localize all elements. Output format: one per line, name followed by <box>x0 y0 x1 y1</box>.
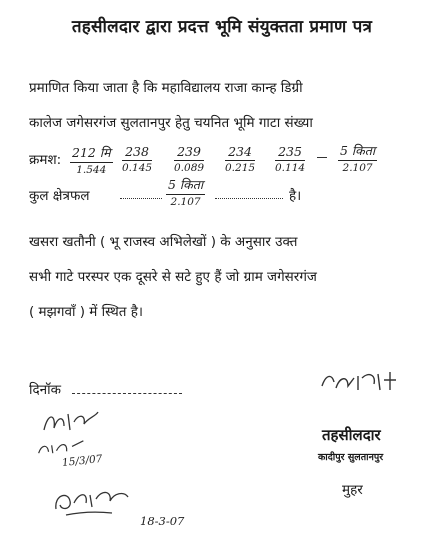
area-dots-right <box>215 198 283 199</box>
plot-4-area: 0.215 <box>225 162 256 174</box>
seal-label: मुहर <box>342 482 363 498</box>
plot-1-number: 212 मि <box>70 144 113 163</box>
date-line <box>72 393 182 394</box>
signature-mark <box>318 368 408 398</box>
area-suffix: है। <box>289 188 302 204</box>
plot-3-area: 0.089 <box>174 162 205 174</box>
paragraph2-line1: खसरा खतौनी ( भू राजस्व अभिलेखों ) के अनुसार उक्त <box>29 234 298 250</box>
left-initial-scribble <box>40 408 105 438</box>
plot-3 <box>174 144 204 174</box>
plot-4 <box>225 144 255 174</box>
equals-dash <box>317 157 327 158</box>
plot-5 <box>275 144 305 174</box>
paragraph2-line2: सभी गाटे परस्पर एक दूसरे से सटे हुए हैं जो ग्राम जगेसरगंज <box>29 269 317 285</box>
plot-1 <box>70 144 113 176</box>
plot-5-area: 0.114 <box>275 162 306 174</box>
plot-3-number: 239 <box>174 144 204 161</box>
signatory-title: तहसीलदार <box>322 426 381 444</box>
signatory-place: कादीपुर सुलतानपुर <box>318 452 384 463</box>
date-label: दिनॉक <box>29 382 62 398</box>
left-bottom-signature <box>52 483 142 519</box>
total-plots <box>338 142 377 174</box>
area-label: कुल क्षेत्रफल <box>29 188 90 204</box>
area-dots-left <box>120 198 162 199</box>
area-value-area: 2.107 <box>170 196 201 208</box>
plot-2-number: 238 <box>122 144 152 161</box>
paragraph2-line3: ( मझगवॉं ) में स्थित है। <box>29 304 144 320</box>
paragraph1-line1: प्रमाणित किया जाता है कि महाविद्यालय राजा कान्ह डिग्री <box>29 80 303 96</box>
total-plots-number: 5 किता <box>338 142 377 161</box>
area-value-number: 5 किता <box>166 176 205 195</box>
plot-5-number: 235 <box>275 144 305 161</box>
left-note-date: 15/3/07 <box>61 452 104 470</box>
kramash-label: क्रमश: <box>29 152 62 168</box>
plot-2-area: 0.145 <box>122 162 153 174</box>
plot-4-number: 234 <box>225 144 255 161</box>
paragraph1-line2: कालेज जगेसरगंज सुलतानपुर हेतु चयनित भूमि गाटा संख्या <box>29 115 313 131</box>
plot-2 <box>122 144 152 174</box>
plot-1-area: 1.544 <box>76 164 107 176</box>
left-bottom-date: 18-3-07 <box>140 514 185 528</box>
total-plots-area: 2.107 <box>342 162 373 174</box>
certificate-title: तहसीलदार द्वारा प्रदत्त भूमि संयुक्तता प्रमाण पत्र <box>71 17 373 37</box>
area-value <box>166 176 205 208</box>
